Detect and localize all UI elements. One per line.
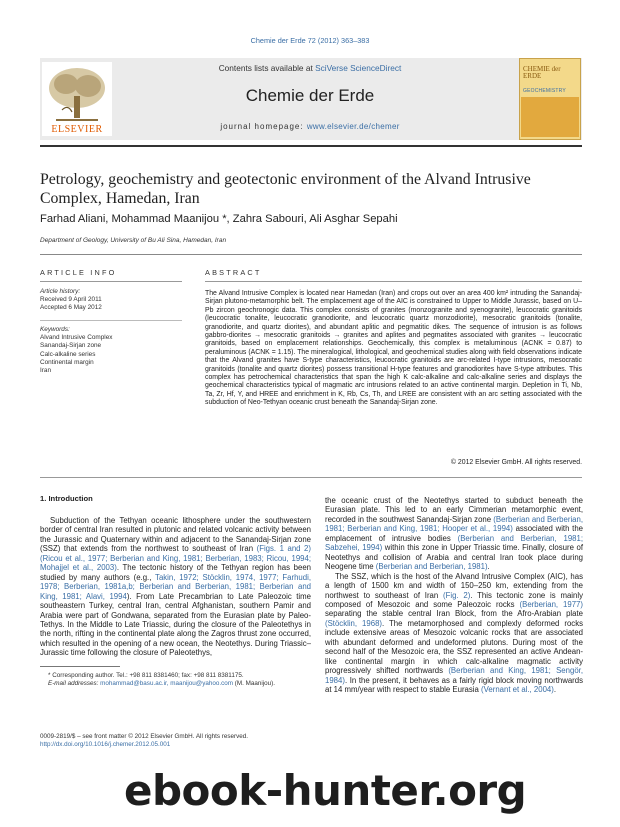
- body-text: . This tectonic zone is mainly composed of Mesozoic and some Paleozoic rocks: [325, 590, 583, 609]
- cover-subtitle: GEOCHEMISTRY: [523, 88, 566, 94]
- keyword-item: Alvand Intrusive Complex: [40, 334, 113, 342]
- body-text: separating the stable central Iran Block, from the Afro-Arabian plate: [325, 609, 583, 619]
- abstract-text: The Alvand Intrusive Complex is located near Hamedan (Iran) and crops out over an area 400 km² intruding the Sanandaj-Sirjan plutono-metamorphic belt. The emplacement age of the AIC is constrained to Upper to Middle Jurassic, based on U–Pb zircon geochronogic data. This complex consists of granites (monzogranite and syenogranite), leucocratic granitoids (leucocratic tonalite, leucocratic granodiorite, and leucocratic quartz monzodiorite), mesocratic granitoids (tonalite, granodiorite, and quartz diorites), and abundant aplitic and pegmatitic dikes. The sequence of intrusion is as follows gabbro-diorites → mesocratic granitoids → granites and aplites and pegmatites associated with granites → leucocratic granitoids, based on emplacement relationships. Geochemically, this complex is metaluminous (ACNK = 0.87) to peraluminous (ACNK = 1.15). The mineralogical, lithological, and geochemical studies along with field observations indicate that the Alvand granites have S-type characteristics, leucocratic granitoids are arc-related I-type intrusions, mesocratic granitoids (tonalite and quartz diorites) possess transitional H-type features and granodiorites have S-type attributes. This complex has petrochemical characteristics that span the high K calc-alkaline and calc-alkaline series and displays the geochemical characteristics typical of magmatic arc intrusions related to an active continental margin. Depletion in Ti, Nb, Ta, Zr, Hf, Y, and HREE and enrichment in K, Rb, Cs, Th, and LREE are consistent with an arc setting associated with the subduction of Neo-Tethyan oceanic crust beneath the Sanandaj-Sirjan zone.: [205, 290, 582, 407]
- cover-image-strip: [521, 97, 579, 137]
- abstract-bottom-rule: [40, 477, 582, 478]
- doi-link[interactable]: http://dx.doi.org/10.1016/j.chemer.2012.05.001: [40, 741, 171, 748]
- body-text: .: [553, 685, 557, 695]
- intro-paragraph: [325, 572, 583, 695]
- citation-link[interactable]: (Berberian and King, 1981; Sengör, 1984): [325, 666, 583, 685]
- intro-column-right: [325, 496, 583, 695]
- keyword-item: Iran: [40, 367, 52, 375]
- body-text: the oceanic crust of the Neotethys started to subduct beneath the Eurasian plate. This led to an early Cimmerian metamorphic event, recorded in the southwest Sanandaj-Sirjan zone: [325, 496, 583, 524]
- elsevier-wordmark: ELSEVIER: [51, 124, 103, 135]
- keywords-label: Keywords:: [40, 326, 70, 333]
- copyright-line: © 2012 Elsevier GmbH. All rights reserved.: [450, 459, 582, 466]
- cover-title: CHEMIE der ERDE: [523, 65, 561, 80]
- keywords-block: [40, 326, 112, 375]
- citation-link[interactable]: (Figs. 1 and 2) (Ricou et al., 1977; Berberian and King, 1981; Berberian, 1983; Ricou, 1994; Mohajjel et al., 2003): [40, 544, 311, 573]
- article-info-heading: ARTICLE INFO: [40, 268, 117, 277]
- author-affiliation: Department of Geology, University of Bu Ali Sina, Hamedan, Iran: [40, 237, 227, 244]
- journal-name: Chemie der Erde: [245, 86, 375, 105]
- body-text: . The metamorphosed and complexly deformed rocks include extensive areas of Mesozoic volcanic rocks that are associated with abundant deformed and undeformed plutons. During most of the second half of the Mesozoic era, the SSZ represented an active Andean-like continental margin in which calc-alkaline magmatic activity progressively shifted northwards: [325, 618, 583, 676]
- keyword-item: Sanandaj-Sirjan zone: [40, 342, 102, 350]
- corresponding-author-footnote: [48, 672, 275, 688]
- article-history: [40, 288, 102, 313]
- keywords-rule: [40, 320, 182, 321]
- abstract-rule: [205, 281, 582, 282]
- email-links[interactable]: mohammad@basu.ac.ir, maanijou@yahoo.com: [100, 680, 233, 687]
- email-suffix: (M. Maanijou).: [233, 680, 275, 687]
- article-info-rule: [40, 281, 182, 282]
- email-label: E-mail addresses:: [48, 680, 101, 687]
- footnote-rule: [40, 666, 120, 667]
- body-text: .: [487, 562, 490, 572]
- issn-line: 0009-2819/$ – see front matter © 2012 Elsevier GmbH. All rights reserved.: [40, 733, 248, 740]
- header-rule: [40, 145, 582, 147]
- citation-link[interactable]: (Berberian and Berberian, 1981; Sabzehei, 1994): [325, 533, 583, 553]
- body-text: ). From Late Precambrian to Late Paleozoic time southeastern Turkey, central Iran, central Afghanistan, southern Pamir and Arabia were part of Gondwana, separated from the Eurasian plate by Paleo-Tethys. In the Middle to Late Triassic, during the closure of the Paleotethys in the north, rifting in the continental plate along the Zagros thrust zone occurred, which resulted in the opening of a new ocean, the Neotethys. During Triassic–Jurassic time following the closure of Paleotethys,: [40, 591, 311, 658]
- journal-reference[interactable]: Chemie der Erde 72 (2012) 363–383: [250, 36, 370, 45]
- citation-link[interactable]: (Stöcklin, 1968): [325, 618, 382, 628]
- citation-link[interactable]: Takin, 1972; Stöcklin, 1974, 1977; Farhudi, 1978; Berberian, 1981a,b; Berberian and Berberian, 1981; Berberian and King, 1981; Alavi, 1994: [40, 572, 311, 601]
- citation-link[interactable]: (Berberian and Berberian, 1981): [375, 562, 488, 572]
- body-text: . In the present, it behaves as a fairly rigid block moving northwards at 14 mm/year with respect to stable Eurasia: [325, 675, 583, 695]
- received-date: Received 9 April 2011: [40, 296, 102, 304]
- footnote-contact: * Corresponding author. Tel.: +98 811 8381460; fax: +98 811 8381175.: [48, 672, 244, 679]
- body-text: associated with the emplacement of intrusive bodies: [325, 524, 584, 543]
- introduction-heading: 1. Introduction: [40, 494, 93, 503]
- sciencedirect-link[interactable]: SciVerse ScienceDirect: [315, 63, 402, 73]
- body-text: within this zone in Upper Triassic time. Finally, closure of Neotethys and collision of Arabia and central Iran took place during Neogene time: [325, 543, 583, 572]
- watermark-text: ebook-hunter.org: [124, 766, 527, 815]
- accepted-date: Accepted 6 May 2012: [40, 304, 102, 312]
- affiliation-rule: [40, 254, 582, 255]
- keyword-item: Continental margin: [40, 358, 94, 366]
- homepage-prefix: journal homepage:: [220, 122, 307, 131]
- citation-link[interactable]: (Berberian and Berberian, 1981; Berberian and King, 1981; Hooper et al., 1994): [325, 514, 584, 534]
- history-label: Article history:: [40, 288, 81, 295]
- body-text: . The tectonic history of the Tethyan region has been studied by many authors (e.g.,: [40, 563, 311, 582]
- homepage-link[interactable]: www.elsevier.de/chemer: [306, 122, 400, 131]
- contents-prefix: Contents lists available at: [218, 63, 316, 73]
- abstract-heading: ABSTRACT: [205, 268, 262, 277]
- article-title: Petrology, geochemistry and geotectonic environment of the Alvand Intrusive Complex, Hamedan, Iran: [40, 171, 531, 207]
- issn-block: [40, 733, 248, 749]
- intro-column-left: [40, 516, 311, 658]
- keyword-item: Calc-alkaline series: [40, 350, 96, 358]
- body-text: The SSZ, which is the host of the Alvand Intrusive Complex (AIC), has a length of 1500 km and width of 150–250 km, extending from the northwest to southeast of Iran: [325, 571, 583, 600]
- citation-link[interactable]: (Berberian, 1977): [519, 599, 583, 609]
- author-list[interactable]: Farhad Aliani, Mohammad Maanijou *, Zahra Sabouri, Ali Asghar Sepahi: [40, 213, 398, 225]
- citation-link[interactable]: (Fig. 2): [443, 590, 471, 600]
- citation-link[interactable]: (Vernant et al., 2004): [481, 685, 554, 695]
- body-text: Subduction of the Tethyan oceanic lithosphere under the southwestern border of central Iran resulted in plutonic and related volcanic activity between the Jurassic and Quaternary within and adjacent to the Sanandaj-Sirjan zone (SSZ) that extends from the northwest to southeast of Iran: [40, 516, 311, 554]
- intro-paragraph: [325, 496, 583, 572]
